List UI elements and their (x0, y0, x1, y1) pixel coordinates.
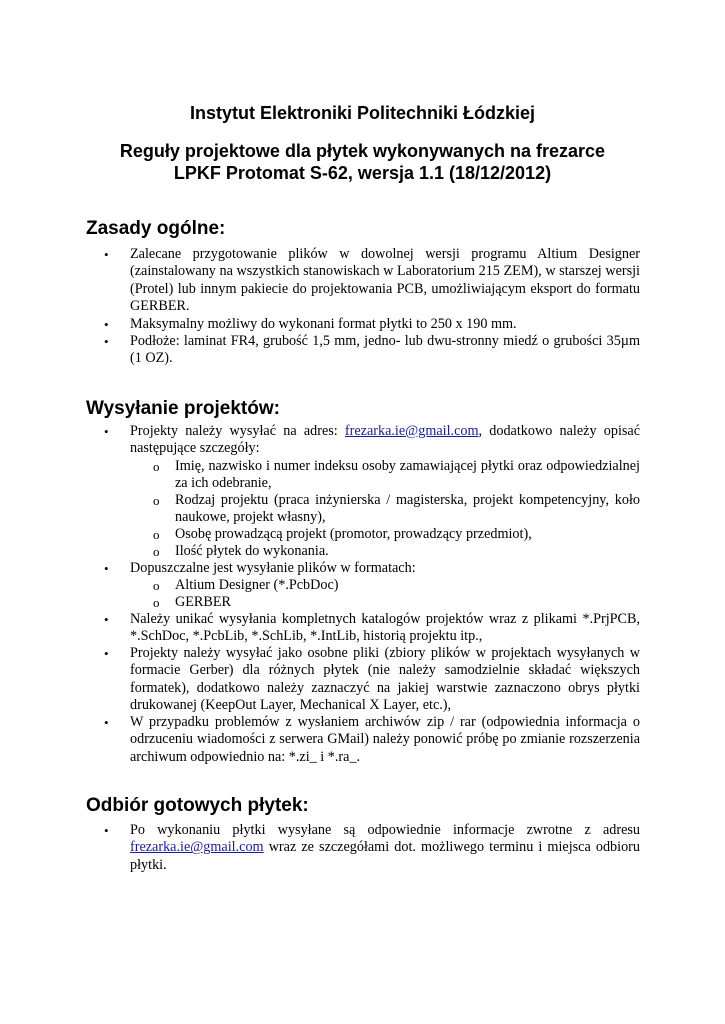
sub-list-item: Ilość płytek do wykonania. (175, 543, 329, 559)
section-heading-pickup: Odbiór gotowych płytek: (86, 795, 309, 816)
bullet: • (104, 823, 109, 838)
list-item: Należy unikać wysyłania kompletnych katalogów projektów wraz z plikami *.PrjPCB, *.SchDoc, *.PcbLib, *.SchLib, *.IntLib, historią projektu itp., (130, 611, 640, 645)
list-item: Maksymalny możliwy do wykonani format płytki to 250 x 190 mm. (130, 316, 517, 332)
list-item: Projekty należy wysyłać jako osobne pliki (zbiory plików w projektach wysyłanych w formacie Gerber) dla różnych płytek (nie należy samodzielnie składać większych formatek), dodatkowo należy zaznaczyć na jakiej warstwie zaznaczono obrys płytki drukowanej (KeepOut Layer, Mechanical X Layer, etc.), (130, 645, 640, 714)
sub-list-item: Osobę prowadzącą projekt (promotor, prowadzący przedmiot), (175, 526, 532, 542)
list-item-text: Projekty należy wysyłać na adres: (130, 423, 345, 439)
sub-list-item: GERBER (175, 594, 231, 610)
section-heading-sending: Wysyłanie projektów: (86, 398, 280, 419)
list-item-text: wraz ze szczegółami dot. możliwego terminu i miejsca odbioru płytki. (130, 839, 640, 873)
list-item-text: Po wykonaniu płytki wysyłane są odpowiednie informacje zwrotne z adresu (130, 822, 640, 838)
sub-list-item: Rodzaj projektu (praca inżynierska / magisterska, projekt kompetencyjny, koło naukowe, projekt własny), (175, 492, 640, 526)
doc-title-line2: LPKF Protomat S-62, wersja 1.1 (18/12/2012) (173, 163, 552, 183)
sub-bullet: o (153, 578, 160, 593)
sub-list-item: Altium Designer (*.PcbDoc) (175, 577, 339, 593)
doc-title-line1: Reguły projektowe dla płytek wykonywanych na frezarce (119, 141, 606, 161)
bullet: • (104, 424, 109, 439)
section-heading-general: Zasady ogólne: (86, 218, 226, 239)
bullet: • (104, 561, 109, 576)
list-item: Zalecane przygotowanie plików w dowolnej wersji programu Altium Designer (zainstalowany na wszystkich stanowiskach w Laboratorium 215 ZEM), w starszej wersji (Protel) lub innym pakiecie do projektowania PCB, umożliwiającym eksport do formatu GERBER. (130, 246, 640, 315)
bullet: • (104, 612, 109, 627)
list-item-text: , dodatkowo należy opisać następujące szczegóły: (130, 423, 641, 457)
bullet: • (104, 317, 109, 332)
sub-bullet: o (153, 459, 160, 474)
list-item-pickup (130, 822, 640, 874)
institute-title: Instytut Elektroniki Politechniki Łódzkiej (189, 103, 536, 123)
list-item: Dopuszczalne jest wysyłanie plików w formatach: (130, 560, 416, 576)
bullet: • (104, 334, 109, 349)
sub-bullet: o (153, 595, 160, 610)
list-item: Podłoże: laminat FR4, grubość 1,5 mm, jedno- lub dwu-stronny miedź o grubości 35µm (1 OZ). (130, 333, 640, 367)
sub-bullet: o (153, 493, 160, 508)
sub-bullet: o (153, 527, 160, 542)
sub-bullet: o (153, 544, 160, 559)
list-item-send-email (130, 423, 640, 458)
list-item: W przypadku problemów z wysłaniem archiwów zip / rar (odpowiednia informacja o odrzuceniu wiadomości z serwera GMail) należy ponowić próbę po zmianie rozszerzenia archiwum odpowiednio na: *.zi_ i *.ra_. (130, 714, 640, 765)
sub-list-item: Imię, nazwisko i numer indeksu osoby zamawiającej płytki oraz odpowiedzialnej za ich odebranie, (175, 458, 640, 492)
email-link[interactable]: frezarka.ie@gmail.com (344, 423, 479, 439)
email-link[interactable]: frezarka.ie@gmail.com (130, 839, 264, 856)
bullet: • (104, 715, 109, 730)
bullet: • (104, 646, 109, 661)
bullet: • (104, 247, 109, 262)
